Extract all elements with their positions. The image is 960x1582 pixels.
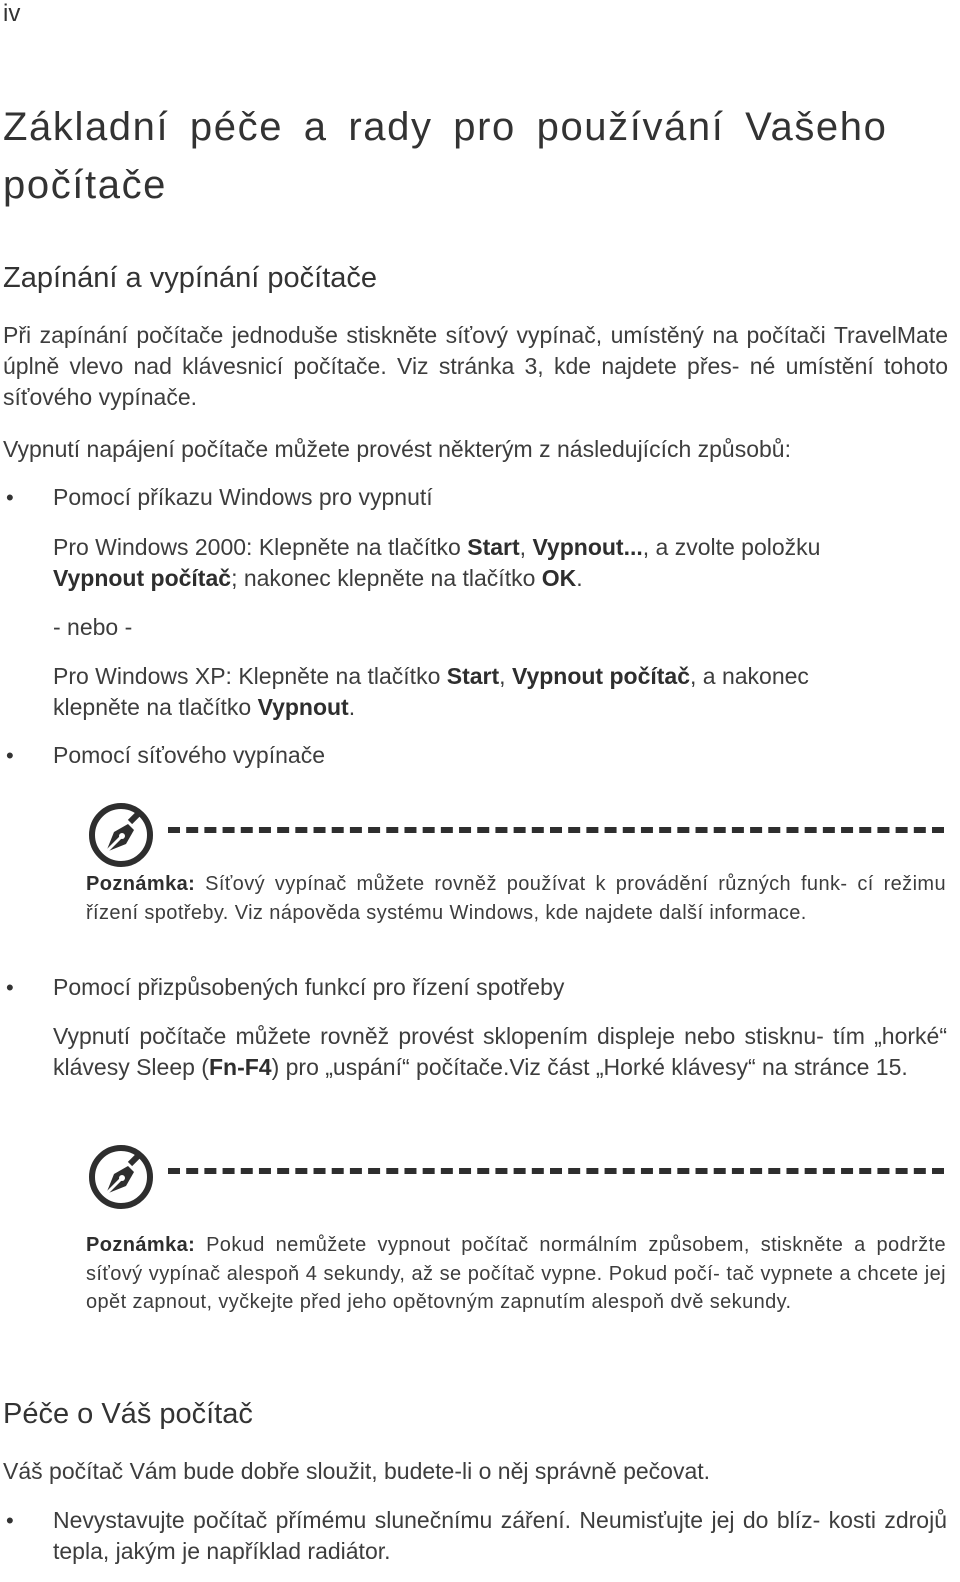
- section-heading-power: Zapínání a vypínání počítače: [3, 262, 378, 294]
- paragraph-care-intro: Váš počítač Vám bude dobře sloužit, budete-li o něj správně pečovat.: [3, 1458, 711, 1484]
- note-divider: [168, 827, 944, 833]
- or-separator: - nebo -: [53, 614, 133, 640]
- paragraph-power-on: Při zapínání počítače jednoduše stiskněte síťový vypínač, umístěný na počítači TravelMate úplně vlevo nad klávesnicí počítače. Viz stránka 3, kde najdete přes- né umístění tohoto síťového vypínače.: [3, 322, 948, 410]
- bullet-sunlight: Nevystavujte počítač přímému slunečnímu záření. Neumisťujte jej do blíz- kosti zdrojů tepla, jakým je například radiátor.: [53, 1507, 947, 1564]
- paragraph-power-off-intro: Vypnutí napájení počítače můžete provést některým z následujících způsobů:: [3, 436, 791, 462]
- note-divider: [168, 1168, 944, 1174]
- bullet-marker: •: [6, 743, 14, 768]
- paragraph-windows-2000: Pro Windows 2000: Klepněte na tlačítko Start, Vypnout..., a zvolte položku Vypnout počítač; nakonec klepněte na tlačítko OK.: [53, 534, 821, 591]
- section-heading-care: Péče o Váš počítač: [3, 1398, 253, 1430]
- bullet-marker: •: [6, 485, 14, 510]
- note-force-shutdown: Poznámka: Pokud nemůžete vypnout počítač normálním způsobem, stiskněte a podržte síťový vypínač alespoň 4 sekundy, až se počítač vypne. Pokud počí- tač vypnete a chcete jej opět zapnout, vyčkejte před jeho opětovným zapnutím alespoň dvě sekundy.: [86, 1234, 946, 1313]
- bullet-label-windows: Pomocí příkazu Windows pro vypnutí: [53, 484, 433, 510]
- page-number: iv: [3, 0, 21, 27]
- note-power-switch: Poznámka: Síťový vypínač můžete rovněž používat k provádění různých funk- cí režimu řízení spotřeby. Viz nápověda systému Windows, kde najdete další informace.: [86, 873, 946, 924]
- bullet-label-power-management: Pomocí přizpůsobených funkcí pro řízení spotřeby: [53, 974, 565, 1000]
- pen-nib-note-icon: [88, 1144, 154, 1210]
- bullet-marker: •: [6, 975, 14, 1000]
- page-title: Základní péče a rady pro používání Vašeho počítače: [3, 105, 888, 207]
- bullet-marker: •: [6, 1508, 14, 1533]
- paragraph-windows-xp: Pro Windows XP: Klepněte na tlačítko Start, Vypnout počítač, a nakonec klepněte na tlačítko Vypnout.: [53, 663, 809, 720]
- paragraph-sleep: Vypnutí počítače můžete rovněž provést sklopením displeje nebo stisknu- tím „horké“ klávesy Sleep (Fn-F4) pro „uspání“ počítače.Viz část „Horké klávesy“ na stránce 15.: [53, 1023, 947, 1080]
- pen-nib-note-icon: [88, 802, 154, 868]
- bullet-label-power-switch: Pomocí síťového vypínače: [53, 742, 325, 768]
